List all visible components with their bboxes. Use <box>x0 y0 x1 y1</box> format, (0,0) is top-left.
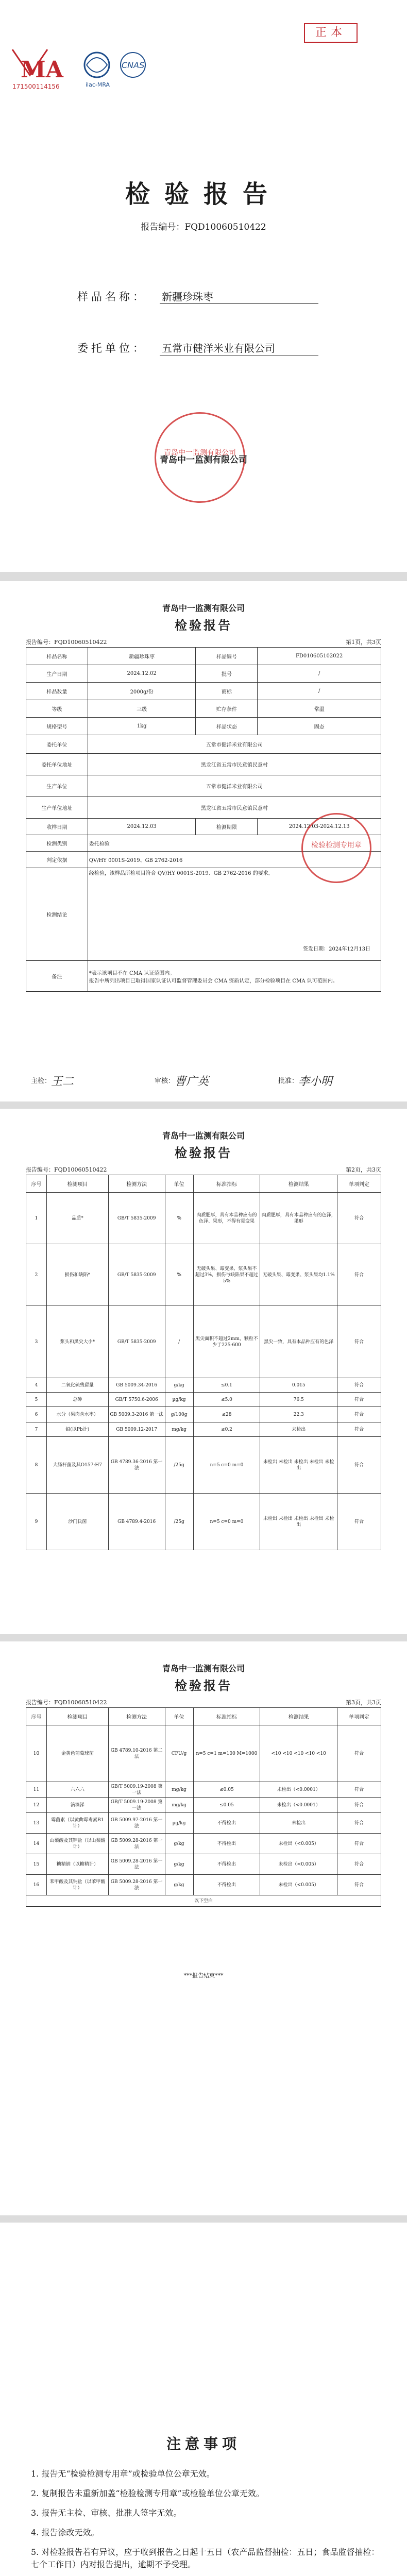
table-row <box>26 1378 381 1393</box>
cell: 黑龙江省五常市民意镇民意村 <box>88 797 381 819</box>
sample-name-field <box>77 289 318 304</box>
cell: g/kg <box>165 1875 193 1895</box>
cell: <10 <10 <10 <10 <10 <box>260 1725 337 1782</box>
cell: 检测项目 <box>46 1708 108 1725</box>
cell: 六六六 <box>46 1782 108 1798</box>
cell: 商标 <box>196 683 258 700</box>
cell: GB/T 5009.19-2008 第一法 <box>108 1798 165 1813</box>
cell: 单项判定 <box>337 1175 381 1193</box>
report-page-1 <box>0 581 407 1101</box>
cell: 符合 <box>337 1422 381 1437</box>
cell: 收样日期 <box>26 819 88 835</box>
cma-logo-text: MA <box>21 57 63 83</box>
cell: mg/kg <box>165 1798 193 1813</box>
cell: 规格型号 <box>26 718 88 735</box>
client-value: 五常市健洋米业有限公司 <box>160 340 318 355</box>
table-row <box>26 700 381 718</box>
cell: µg/kg <box>165 1813 193 1834</box>
report-title: 检验报告 <box>125 180 282 209</box>
cell: 检测结论 <box>26 868 88 961</box>
table-row <box>26 1306 381 1378</box>
cell: 单位 <box>165 1175 193 1193</box>
cell: 符合 <box>337 1437 381 1494</box>
cell: / <box>258 683 381 700</box>
page2-report-number: 报告编号：FQD10060510422 <box>26 1166 107 1173</box>
table-row <box>26 1437 381 1494</box>
note-item: 5. 对检验报告若有异议，应于收到报告之日起十五日（农产品监督抽检：五日；食品监督抽检：七个工作日）内对报告提出，逾期不予受理。 <box>31 2547 380 2569</box>
cell: 符合 <box>337 1393 381 1407</box>
cell: 14 <box>26 1834 47 1854</box>
page3-page-info: 第3页，共3页 <box>346 1699 381 1706</box>
table-row <box>26 1393 381 1407</box>
cell: 黑尖一致，具有本品种应有的色泽 <box>260 1306 337 1378</box>
cell: 不得检出 <box>193 1875 260 1895</box>
cell: GB/T 5750.6-2006 <box>108 1393 165 1407</box>
cell: g/kg <box>165 1834 193 1854</box>
cell: 16 <box>26 1875 47 1895</box>
client-label: 委托单位： <box>77 342 147 354</box>
cell: 2024.12.02 <box>88 665 196 683</box>
cell: ≤0.05 <box>193 1798 260 1813</box>
cell: 不得检出 <box>193 1813 260 1834</box>
table-row <box>26 665 381 683</box>
table-row <box>26 1813 381 1834</box>
cell: g/kg <box>165 1378 193 1393</box>
cell: 无破头果、霉变果、浆头果不超过3%，损伤与缺陷果不超过5% <box>193 1244 260 1306</box>
cell: 未检出 未检出 未检出 未检出 未检出 <box>260 1437 337 1494</box>
cover-page <box>0 0 407 572</box>
cell: 样品数量 <box>26 683 88 700</box>
cell: 不得检出 <box>193 1834 260 1854</box>
cell: 浆头和黑尖大小* <box>46 1306 108 1378</box>
certification-logos <box>9 45 164 92</box>
cell: 12 <box>26 1798 47 1813</box>
cell: 13 <box>26 1813 47 1834</box>
cell: g/100g <box>165 1407 193 1422</box>
note-item: 3. 报告无主检、审核、批准人签字无效。 <box>31 2508 182 2518</box>
report-number-value: FQD10060510422 <box>184 222 266 232</box>
sign-review <box>155 1071 209 1087</box>
cell: 损伤和缺陷* <box>46 1244 108 1306</box>
page1-page-info: 第1页，共3页 <box>346 639 381 646</box>
cell: % <box>165 1244 193 1306</box>
cell: 未检出 <box>260 1813 337 1834</box>
cell: 不得检出 <box>193 1854 260 1875</box>
cell: 生产日期 <box>26 665 88 683</box>
conclusion-text: 经检验，该样品所检项目符合 QV/HY 0001S-2019、GB 2762-2016 的要求。 <box>89 871 274 876</box>
cell: 22.3 <box>260 1407 337 1422</box>
cell: 生产单位地址 <box>26 797 88 819</box>
cell: n=5 c=1 m=100 M=1000 <box>193 1725 260 1782</box>
cell: /25g <box>165 1437 193 1494</box>
cell: 检测类别 <box>26 835 88 852</box>
cell: 检测方法 <box>108 1175 165 1193</box>
cell: GB/T 5835-2009 <box>108 1306 165 1378</box>
cell: 符合 <box>337 1813 381 1834</box>
page3-report-number: 报告编号：FQD10060510422 <box>26 1699 107 1706</box>
page1-title: 检验报告 <box>175 618 232 633</box>
cell: 五常市健洋米业有限公司 <box>88 775 381 797</box>
results-table-page3 <box>26 1707 381 1907</box>
sign-chief <box>31 1071 74 1087</box>
cell: 15 <box>26 1854 47 1875</box>
cell: 0.015 <box>260 1378 337 1393</box>
cell: 三级 <box>88 700 196 718</box>
cell: 贮存条件 <box>196 700 258 718</box>
table-row <box>26 1494 381 1550</box>
cell: 无破头果、霉变果、浆头果均1.1% <box>260 1244 337 1306</box>
cell: 大肠杆菌及其O157:H7 <box>46 1437 108 1494</box>
cell: 6 <box>26 1407 47 1422</box>
cnas-logo-text: CNAS <box>122 60 145 70</box>
page1-company: 青岛中一监测有限公司 <box>162 603 245 613</box>
page-separator <box>0 572 407 581</box>
cell: 判定依据 <box>26 852 88 868</box>
cell: 7 <box>26 1422 47 1437</box>
cell: GB 4789.10-2016 第二法 <box>108 1725 165 1782</box>
notes-page <box>0 2223 407 2576</box>
cell: GB/T 5835-2009 <box>108 1193 165 1244</box>
cell: 未检出（<0.0001） <box>260 1798 337 1813</box>
cell: 五常市健洋米业有限公司 <box>88 735 381 754</box>
cell: n=5 c=0 m=0 <box>193 1494 260 1550</box>
cell: 未检出（<0.005） <box>260 1834 337 1854</box>
cell: GB/T 5835-2009 <box>108 1244 165 1306</box>
cell: 样品名称 <box>26 648 88 665</box>
cell: 铅(以Pb计) <box>46 1422 108 1437</box>
cell: 黑尖面积不超过2mm，颗粒不少于225-600 <box>193 1306 260 1378</box>
table-row <box>26 1407 381 1422</box>
sign-label: 审核： <box>155 1077 175 1085</box>
report-page-3 <box>0 1641 407 2215</box>
sample-name-label: 样品名称： <box>77 291 147 303</box>
table-row <box>26 1193 381 1244</box>
cell: 5 <box>26 1393 47 1407</box>
cell: 二氧化硫残留量 <box>46 1378 108 1393</box>
cell: 未检出（<0.005） <box>260 1854 337 1875</box>
cell: 批号 <box>196 665 258 683</box>
blank-row: 以下空白 <box>26 1895 381 1907</box>
table-row <box>26 1798 381 1813</box>
cell: 未检出 未检出 未检出 未检出 未检出 <box>260 1494 337 1550</box>
cell: 符合 <box>337 1244 381 1306</box>
cell: 肉质肥厚，具有本品种应有的色泽、果形，不得有霉变果 <box>193 1193 260 1244</box>
cell: 委托单位地址 <box>26 754 88 775</box>
cell: GB 4789.36-2016 第一法 <box>108 1437 165 1494</box>
cell: 4 <box>26 1378 47 1393</box>
cell: GB 5009.28-2016 第一法 <box>108 1834 165 1854</box>
cell: mg/kg <box>165 1782 193 1798</box>
report-number-label: 报告编号： <box>141 222 185 232</box>
cell: 沙门氏菌 <box>46 1494 108 1550</box>
cell: 8 <box>26 1437 47 1494</box>
inspection-seal-text: 检验检测专用章 <box>311 841 362 850</box>
ilac-logo <box>84 53 110 88</box>
table-row <box>26 718 381 735</box>
table-row <box>26 1875 381 1895</box>
cnas-logo <box>121 53 145 77</box>
page-separator <box>0 1634 407 1641</box>
cell: 单位 <box>165 1708 193 1725</box>
cell: GB 5009.12-2017 <box>108 1422 165 1437</box>
cell: ≤0.2 <box>193 1422 260 1437</box>
signature-approve: 李小明 <box>298 1075 333 1088</box>
original-copy-stamp: 正本 <box>304 23 358 43</box>
table-row <box>26 1854 381 1875</box>
cell: 符合 <box>337 1494 381 1550</box>
cell: 品质* <box>46 1193 108 1244</box>
cell: GB 5009.28-2016 第一法 <box>108 1875 165 1895</box>
cell: ≤28 <box>193 1407 260 1422</box>
remark-line: 报告中所列出项目已取得国家认证认可监督管理委员会 CMA 资质认定，部分检验项目在 CMA 认可范围内。 <box>89 978 338 984</box>
cell: 序号 <box>26 1708 47 1725</box>
cell: n=5 c=0 m=0 <box>193 1437 260 1494</box>
cell: 2024.12.03-2024.12.13 <box>258 819 381 835</box>
cell: 委托单位 <box>26 735 88 754</box>
report-number <box>0 219 407 232</box>
cell: 样品编号 <box>196 648 258 665</box>
cell: 9 <box>26 1494 47 1550</box>
cell: /25g <box>165 1494 193 1550</box>
cell: 3 <box>26 1306 47 1378</box>
client-field <box>77 340 318 355</box>
cell: 检测方法 <box>108 1708 165 1725</box>
cell: QV/HY 0001S-2019、GB 2762-2016 <box>88 852 381 868</box>
page3-company: 青岛中一监测有限公司 <box>162 1664 245 1673</box>
cell: 符合 <box>337 1798 381 1813</box>
sample-name-value: 新疆珍珠枣 <box>160 289 318 304</box>
cell: 黑龙江省五常市民意镇民意村 <box>88 754 381 775</box>
note-item: 1. 报告无“检验检测专用章”或检验单位公章无效。 <box>31 2469 215 2479</box>
cell: 符合 <box>337 1854 381 1875</box>
cell: 单项判定 <box>337 1708 381 1725</box>
cell: 检测项目 <box>46 1175 108 1193</box>
cell: ≤0.1 <box>193 1378 260 1393</box>
cell: GB/T 5009.19-2008 第一法 <box>108 1782 165 1798</box>
cma-logo <box>12 49 64 90</box>
cell: 1kg <box>88 718 196 735</box>
cell: 总砷 <box>46 1393 108 1407</box>
cell: 11 <box>26 1782 47 1798</box>
inspection-seal <box>301 813 371 883</box>
cell: GB 5009.34-2016 <box>108 1378 165 1393</box>
cell: 山梨酸及其钾盐（以山梨酸计） <box>46 1834 108 1854</box>
page-separator <box>0 1101 407 1109</box>
cell: % <box>165 1193 193 1244</box>
cell: 符合 <box>337 1193 381 1244</box>
table-row <box>26 683 381 700</box>
report-end: ***报告结束*** <box>183 1972 224 1979</box>
cell: 滴滴涕 <box>46 1798 108 1813</box>
cell: 新疆珍珠枣 <box>88 648 196 665</box>
cell: 符合 <box>337 1378 381 1393</box>
cell: 未检出（<0.005） <box>260 1875 337 1895</box>
ilac-logo-text: ilac-MRA <box>86 81 110 88</box>
cell: 委托检验 <box>88 835 381 852</box>
cell: 肉质肥厚，具有本品种应有的色泽，果形 <box>260 1193 337 1244</box>
sign-label: 主检： <box>31 1077 52 1085</box>
table-row <box>26 1725 381 1782</box>
cell: 2024.12.03 <box>88 819 196 835</box>
cell: 标准指标 <box>193 1175 260 1193</box>
cell: 符合 <box>337 1834 381 1854</box>
cell: FD010605102022 <box>258 648 381 665</box>
notes-title: 注意事项 <box>166 2435 241 2452</box>
report-page-2 <box>0 1109 407 1634</box>
cell: GB 5009.28-2016 第一法 <box>108 1854 165 1875</box>
cell: 样品状态 <box>196 718 258 735</box>
cell: 2 <box>26 1244 47 1306</box>
table-row <box>26 1834 381 1854</box>
cell: / <box>165 1306 193 1378</box>
cell: 符合 <box>337 1306 381 1378</box>
cell: CFU/g <box>165 1725 193 1782</box>
table-row <box>26 1422 381 1437</box>
cell: 10 <box>26 1725 47 1782</box>
page2-page-info: 第2页，共3页 <box>346 1166 381 1173</box>
cell: 2000g/份 <box>88 683 196 700</box>
cell: 序号 <box>26 1175 47 1193</box>
cell: 符合 <box>337 1725 381 1782</box>
cell: 76.5 <box>260 1393 337 1407</box>
cell: 1 <box>26 1193 47 1244</box>
cma-number: 171500114156 <box>12 83 60 90</box>
cell: 标准指标 <box>193 1708 260 1725</box>
remarks-cell <box>88 961 381 992</box>
signature-review: 曹广英 <box>175 1075 209 1088</box>
table-row <box>26 648 381 665</box>
note-item: 2. 复制报告未重新加盖“检验检测专用章”或检验单位公章无效。 <box>31 2488 264 2498</box>
cell: µg/kg <box>165 1393 193 1407</box>
cell: 未检出 <box>260 1422 337 1437</box>
cell: 备注 <box>26 961 88 992</box>
cell: 符合 <box>337 1407 381 1422</box>
cell: 未检出（<0.0001） <box>260 1782 337 1798</box>
table-row <box>26 1782 381 1798</box>
cell: GB 5009.97-2016 第一法 <box>108 1813 165 1834</box>
conclusion-date: 签发日期：2024年12月13日 <box>303 946 370 952</box>
cover-company-name: 青岛中一监测有限公司 <box>160 455 247 465</box>
cell: 常温 <box>258 700 381 718</box>
signature-chief: 王二 <box>51 1075 74 1088</box>
remark-line: *表示该项目不在 CMA 认证范围内。 <box>89 970 175 976</box>
cell: g/kg <box>165 1854 193 1875</box>
page2-company: 青岛中一监测有限公司 <box>162 1131 245 1141</box>
cell: 检测期限 <box>196 819 258 835</box>
sign-label: 批准： <box>278 1077 299 1085</box>
sign-approve <box>278 1071 332 1087</box>
cell: 糖精钠（以糖精计） <box>46 1854 108 1875</box>
cell: 符合 <box>337 1875 381 1895</box>
cell: 霉菌素（以黄曲霉毒素B1计） <box>46 1813 108 1834</box>
page-separator <box>0 2215 407 2223</box>
cell: ≤0.05 <box>193 1782 260 1798</box>
table-row <box>26 1244 381 1306</box>
results-table-page2 <box>26 1175 381 1550</box>
cell: 符合 <box>337 1782 381 1798</box>
cell: mg/kg <box>165 1422 193 1437</box>
page3-title: 检验报告 <box>175 1678 232 1693</box>
cell: 固态 <box>258 718 381 735</box>
cell: GB 5009.3-2016 第一法 <box>108 1407 165 1422</box>
cell: / <box>258 665 381 683</box>
cell: GB 4789.4-2016 <box>108 1494 165 1550</box>
note-item: 4. 报告涂改无效。 <box>31 2528 99 2537</box>
cell: 生产单位 <box>26 775 88 797</box>
cell: 水分（果肉含水率） <box>46 1407 108 1422</box>
cell: 金黄色葡萄球菌 <box>46 1725 108 1782</box>
cell: 检测结果 <box>260 1175 337 1193</box>
company-seal-text: 青岛中一监测有限公司 <box>164 448 236 457</box>
page1-report-number: 报告编号：FQD10060510422 <box>26 639 107 646</box>
cell: 检测结果 <box>260 1708 337 1725</box>
page2-title: 检验报告 <box>175 1145 232 1160</box>
cell: 等级 <box>26 700 88 718</box>
cell: 苯甲酸及其钠盐（以苯甲酸计） <box>46 1875 108 1895</box>
cell: ≤5.0 <box>193 1393 260 1407</box>
